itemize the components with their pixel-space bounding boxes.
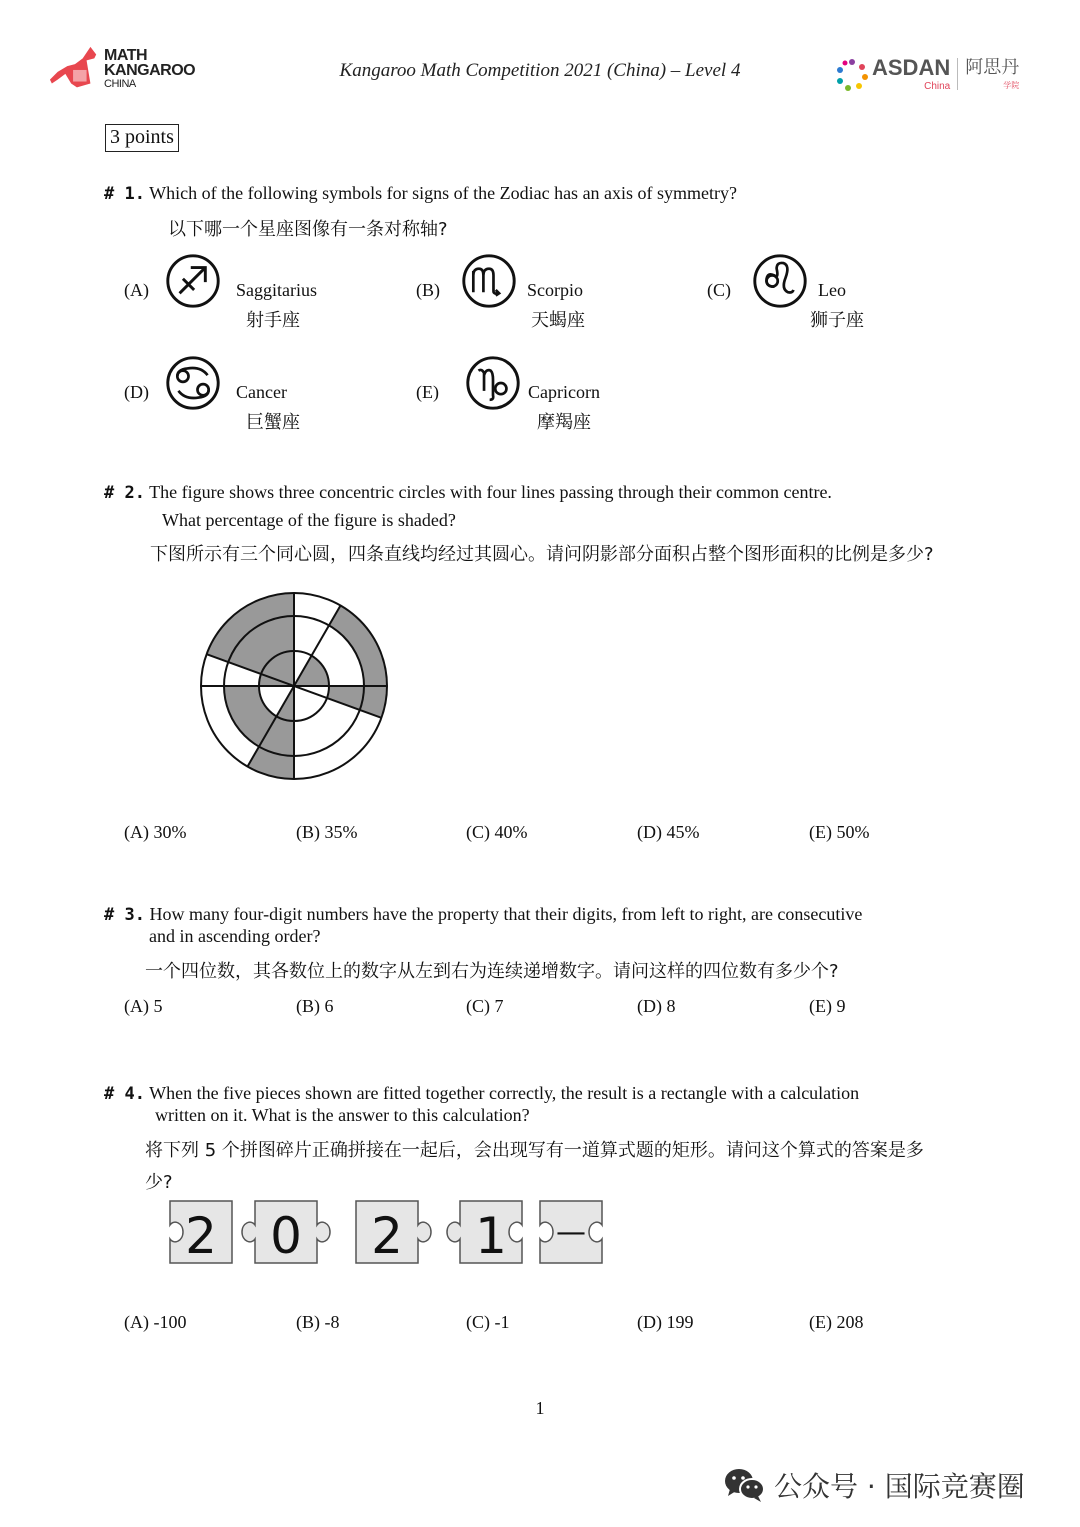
question-text-cn: 以下哪一个星座图像有一条对称轴? [168, 219, 448, 240]
zodiac-name: Saggitarius [236, 280, 317, 300]
asdan-brand-block [872, 55, 950, 92]
zodiac-name-cn: 巨蟹座 [246, 412, 300, 433]
question-text-en: When the five pieces shown are fitted together correctly, the result is a rectangle with a calculation [149, 1083, 860, 1103]
option-label[interactable]: (A) [124, 280, 149, 300]
cancer-icon [165, 355, 221, 411]
question-text-en: The figure shows three concentric circles with four lines passing through their common centre. [149, 482, 832, 502]
zodiac-name: Cancer [236, 382, 287, 402]
question-number: # 3. [104, 905, 145, 925]
answer-option[interactable]: (C) -1 [466, 1312, 510, 1332]
shaded-sector [327, 686, 364, 710]
answer-option[interactable]: (B) 6 [296, 996, 334, 1016]
asdan-flower-icon [836, 58, 868, 92]
answer-option[interactable]: (D) 45% [637, 822, 700, 842]
logo-line-math: MATH [104, 47, 148, 64]
question-text-cn: 将下列 5 个拼图碎片正确拼接在一起后，会出现写有一道算式题的矩形。请问这个算式的答案是多 [145, 1140, 924, 1161]
answer-option[interactable]: (A) 30% [124, 822, 187, 842]
question-4 [104, 1083, 859, 1105]
puzzle-piece-label: — [556, 1215, 586, 1250]
zodiac-name: Leo [818, 280, 846, 300]
question-3 [104, 904, 862, 926]
question-text-cn: 一个四位数，其各数位上的数字从左到右为连续递增数字。请问这样的四位数有多少个? [145, 961, 839, 982]
zodiac-name-cn: 摩羯座 [537, 412, 591, 433]
puzzle-piece-label: 0 [270, 1207, 302, 1265]
document-title: Kangaroo Math Competition 2021 (China) – Level 4 [339, 60, 741, 81]
logo-divider [957, 58, 958, 90]
answer-option[interactable]: (B) 35% [296, 822, 358, 842]
option-label[interactable]: (B) [416, 280, 440, 300]
question-2 [104, 482, 832, 504]
puzzle-piece-label: 1 [475, 1207, 507, 1265]
asdan-brand: ASDAN [872, 55, 951, 80]
option-label[interactable]: (C) [707, 280, 731, 300]
logo-line-china: CHINA [104, 78, 136, 90]
capricorn-icon [465, 355, 521, 411]
question-text-en: How many four-digit numbers have the property that their digits, from left to right, are consecutive [149, 904, 863, 924]
option-label[interactable]: (E) [416, 382, 439, 402]
points-badge: 3 points [105, 124, 179, 152]
shaded-sector [294, 656, 329, 686]
puzzle-piece-label: 2 [371, 1207, 403, 1265]
zodiac-name: Scorpio [527, 280, 583, 300]
answer-option[interactable]: (C) 7 [466, 996, 504, 1016]
option-label[interactable]: (D) [124, 382, 149, 402]
kangaroo-icon [48, 44, 102, 94]
question-text-en-2: What percentage of the figure is shaded? [162, 510, 456, 530]
zodiac-name-cn: 天蝎座 [531, 310, 585, 331]
zodiac-name-cn: 射手座 [246, 310, 300, 331]
answer-option[interactable]: (D) 8 [637, 996, 676, 1016]
logo-line-kangaroo: KANGAROO [104, 62, 196, 79]
leo-icon [752, 253, 808, 309]
asdan-cn-sub: 学院 [1003, 81, 1020, 90]
question-text-cn-2: 少? [145, 1172, 173, 1193]
question-number: # 1. [104, 184, 145, 204]
wechat-icon [724, 1467, 766, 1503]
asdan-cn: 阿思丹 [965, 57, 1020, 78]
question-1 [104, 183, 737, 205]
asdan-logo [836, 55, 1019, 95]
answer-option[interactable]: (A) 5 [124, 996, 163, 1016]
wechat-label: 公众号 · 国际竞赛圈 [774, 1470, 1025, 1503]
question-number: # 4. [104, 1084, 145, 1104]
answer-option[interactable]: (D) 199 [637, 1312, 694, 1332]
question-text-cn: 下图所示有三个同心圆，四条直线均经过其圆心。请问阴影部分面积占整个图形面积的比例是多少? [150, 544, 934, 565]
question-text-en-2: written on it. What is the answer to this calculation? [155, 1105, 530, 1125]
math-kangaroo-logo [48, 44, 195, 94]
answer-option[interactable]: (E) 208 [809, 1312, 864, 1332]
puzzle-piece-label: 2 [185, 1207, 217, 1265]
concentric-circles-figure [196, 588, 392, 784]
question-text-en-2: and in ascending order? [149, 926, 321, 946]
sagittarius-icon [165, 253, 221, 309]
answer-option[interactable]: (B) -8 [296, 1312, 340, 1332]
zodiac-name: Capricorn [528, 382, 600, 402]
asdan-cn-block [965, 55, 1019, 91]
wechat-footer [724, 1465, 1025, 1505]
zodiac-name-cn: 狮子座 [810, 310, 864, 331]
question-text-en: Which of the following symbols for signs of the Zodiac has an axis of symmetry? [149, 183, 738, 203]
question-number: # 2. [104, 483, 145, 503]
answer-option[interactable]: (E) 9 [809, 996, 846, 1016]
asdan-china: China [924, 81, 951, 92]
answer-option[interactable]: (C) 40% [466, 822, 528, 842]
puzzle-pieces [160, 1195, 620, 1270]
page-number: 1 [535, 1398, 545, 1418]
answer-option[interactable]: (E) 50% [809, 822, 870, 842]
scorpio-icon [461, 253, 517, 309]
answer-option[interactable]: (A) -100 [124, 1312, 187, 1332]
